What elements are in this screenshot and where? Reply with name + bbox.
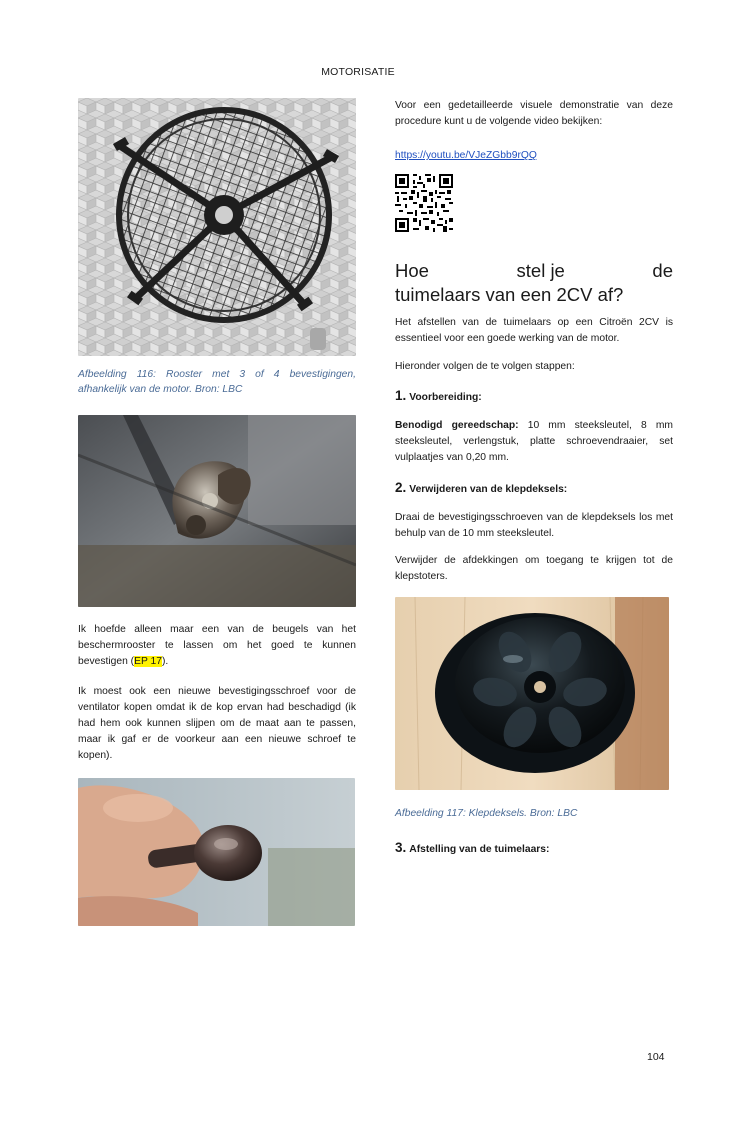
step-1-number: 1. [395,388,407,403]
section-heading [395,259,673,307]
steps-intro-paragraph: Hieronder volgen de te volgen stappen: [395,361,575,372]
step-2-paragraph-1: Draai de bevestigingsschroeven van de klepdeksels los met behulp van de 10 mm steeksleutel. [395,512,673,539]
valve-cover-photo [395,597,669,790]
tools-paragraph [395,418,673,466]
figure-116-caption: Afbeelding 116: Rooster met 3 of 4 bevestigingen, afhankelijk van de motor. Bron: LBC [78,369,356,395]
heading-word-3: de [652,260,673,281]
paragraph-screw: Ik moest ook een nieuwe bevestigingsschroef voor de ventilator kopen omdat ik de kop ervan had beschadigd (ik had hem ook kunnen slijpen om de maat aan te passen, maar ik gaf er de voorkeur aan een nieuwe schroef te kopen). [78,686,356,761]
heading-line-2: tuimelaars van een 2CV af? [395,284,624,305]
step-3-heading [395,840,673,855]
page-number: 104 [647,1051,665,1063]
ep-reference-highlight: EP 17 [134,656,162,667]
step-1-heading [395,388,673,403]
step-2-heading [395,480,673,495]
paragraph-welding-end: ). [161,656,169,667]
step-2-paragraph-2: Verwijder de afdekkingen om toegang te krijgen tot de klepstoters. [395,555,673,582]
adjustment-intro-paragraph: Het afstellen van de tuimelaars op een Citroën 2CV is essentieel voor een goede werking van de motor. [395,317,673,344]
paragraph-welding-text: Ik hoefde alleen maar een van de beugels van het beschermrooster te lassen om het goed te kunnen bevestigen ( [78,624,356,667]
step-2-number: 2. [395,480,407,495]
figure-117-caption: Afbeelding 117: Klepdeksels. Bron: LBC [395,808,578,819]
fan-grille-photo [78,98,356,356]
running-header: MOTORISATIE [321,66,395,78]
tools-label: Benodigd gereedschap: [395,420,519,431]
step-3-title: Afstelling van de tuimelaars: [409,844,550,855]
heading-word-1: Hoe [395,260,429,281]
step-1-title: Voorbereiding: [409,392,482,403]
welded-bracket-photo [78,415,356,607]
fan-screw-photo [78,778,355,926]
qr-code[interactable] [395,174,453,232]
step-2-title: Verwijderen van de klepdeksels: [409,484,568,495]
tools-list: 10 mm steeksleutel, 8 mm steeksleutel, verlengstuk, platte schroevendraaier, set vulplaatjes van 0,20 mm. [395,420,674,463]
video-link[interactable]: https://youtu.be/VJeZGbb9rQQ [395,150,537,161]
heading-word-2: stel je [516,260,565,281]
paragraph-welding [78,622,356,670]
step-3-number: 3. [395,840,407,855]
video-intro-text: Voor een gedetailleerde visuele demonstratie van deze procedure kunt u de volgende video bekijken: [395,100,673,127]
